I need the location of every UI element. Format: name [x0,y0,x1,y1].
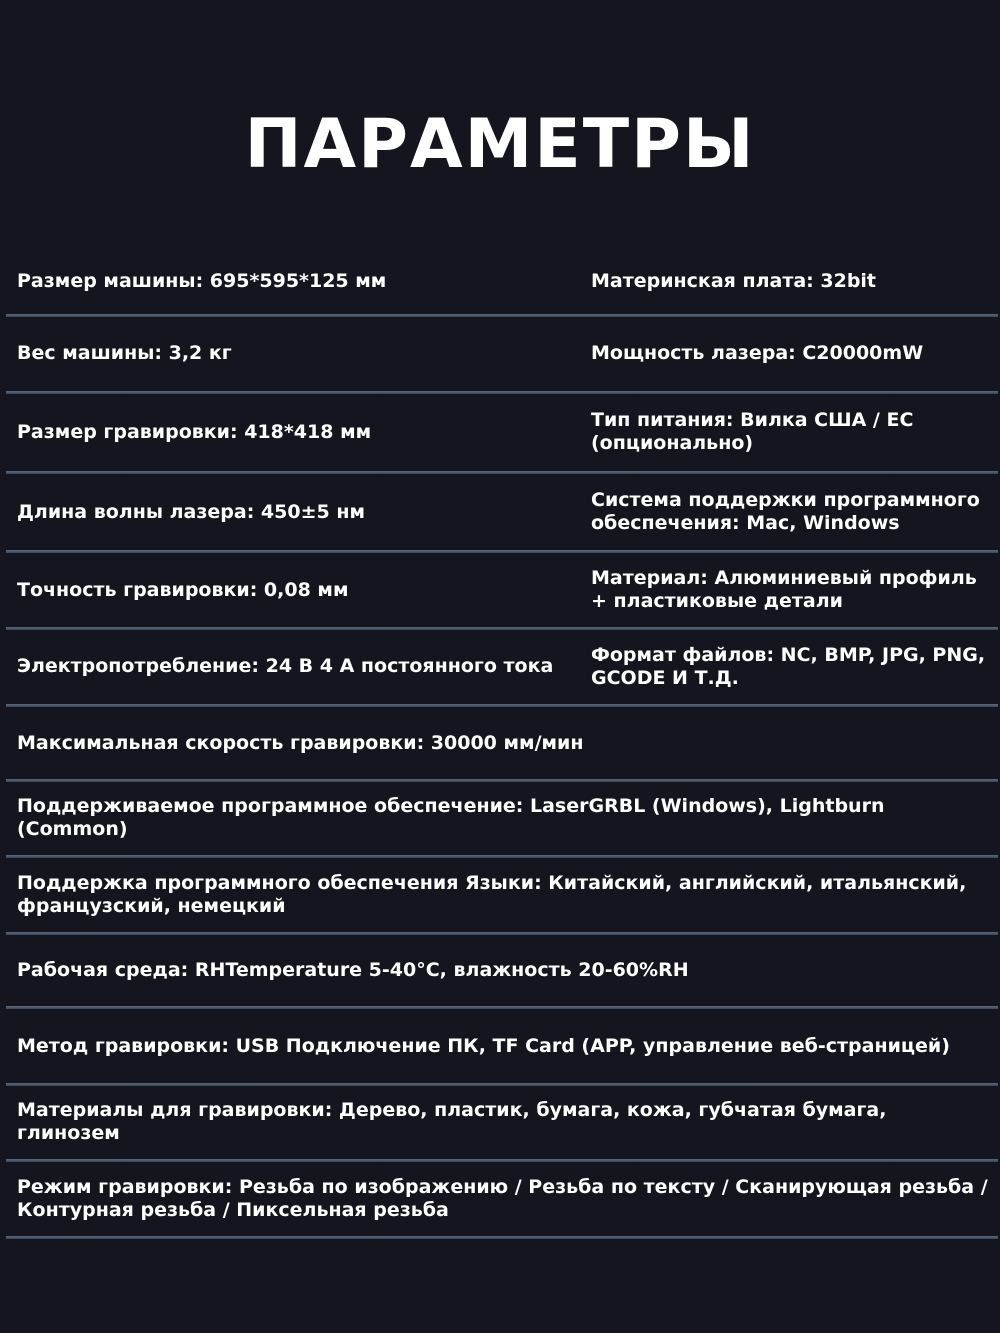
divider [6,627,998,630]
spec-row-10 [6,936,998,1004]
spec-machine-size: Размер машины: 695*595*125 мм [17,270,387,292]
spec-os-support: Система поддержки программного обеспечения: Mac, Windows [591,489,980,534]
divider [6,932,998,935]
spec-row-6 [6,631,998,702]
spec-row-13 [6,1163,998,1235]
spec-max-speed: Максимальная скорость гравировки: 30000 мм/мин [17,731,584,754]
divider [6,855,998,858]
spec-row-8 [6,783,998,853]
divider [6,1236,998,1239]
spec-machine-weight: Вес машины: 3,2 кг [17,341,232,364]
spec-engraving-materials: Материалы для гравировки: Дерево, пластик, бумага, кожа, губчатая бумага, глинозем [17,1099,887,1144]
spec-environment: Рабочая среда: RHTemperature 5-40°C, влажность 20-60%RH [17,958,689,981]
divider [6,1159,998,1162]
spec-power-type: Тип питания: Вилка США / ЕС (опционально) [591,409,914,454]
spec-row-2 [6,318,998,388]
spec-material: Материал: Алюминиевый профиль + пластиковые детали [591,567,977,612]
divider [6,550,998,553]
divider [6,391,998,394]
spec-precision: Точность гравировки: 0,08 мм [17,578,349,601]
spec-row-5 [6,554,998,626]
spec-engraving-size: Размер гравировки: 418*418 мм [17,420,372,443]
spec-languages: Поддержка программного обеспечения Языки: Китайский, английский, итальянский, французский, немецкий [17,872,967,917]
spec-software: Поддерживаемое программное обеспечение: LaserGRBL (Windows), Lightburn (Common) [17,795,885,840]
divider [6,704,998,707]
divider [6,471,998,474]
spec-row-7 [6,708,998,778]
spec-file-format: Формат файлов: NC, BMP, JPG, PNG, GCODE И Т.Д. [591,643,986,689]
divider [6,1006,998,1009]
spec-row-4 [6,475,998,549]
spec-wavelength: Длина волны лазера: 450±5 нм [17,500,366,523]
spec-row-12 [6,1087,998,1157]
spec-engraving-mode: Режим гравировки: Резьба по изображению / Резьба по тексту / Сканирующая резьба / Контурная резьба / Пиксельная резьба [17,1176,988,1221]
divider [6,314,998,317]
spec-mainboard: Материнская плата: 32bit [591,270,877,292]
page-title: ПАРАМЕТРЫ [244,105,756,184]
spec-row-11 [6,1010,998,1082]
spec-row-1 [6,250,998,313]
divider [6,1083,998,1086]
spec-row-9 [6,859,998,931]
spec-engraving-method: Метод гравировки: USB Подключение ПК, TF Card (APP, управление веб-страницей) [17,1034,950,1057]
spec-row-3 [6,395,998,469]
divider [6,779,998,782]
spec-laser-power: Мощность лазера: C20000mW [591,341,924,364]
spec-power-consumption: Электропотребление: 24 В 4 А постоянного тока [17,655,554,677]
